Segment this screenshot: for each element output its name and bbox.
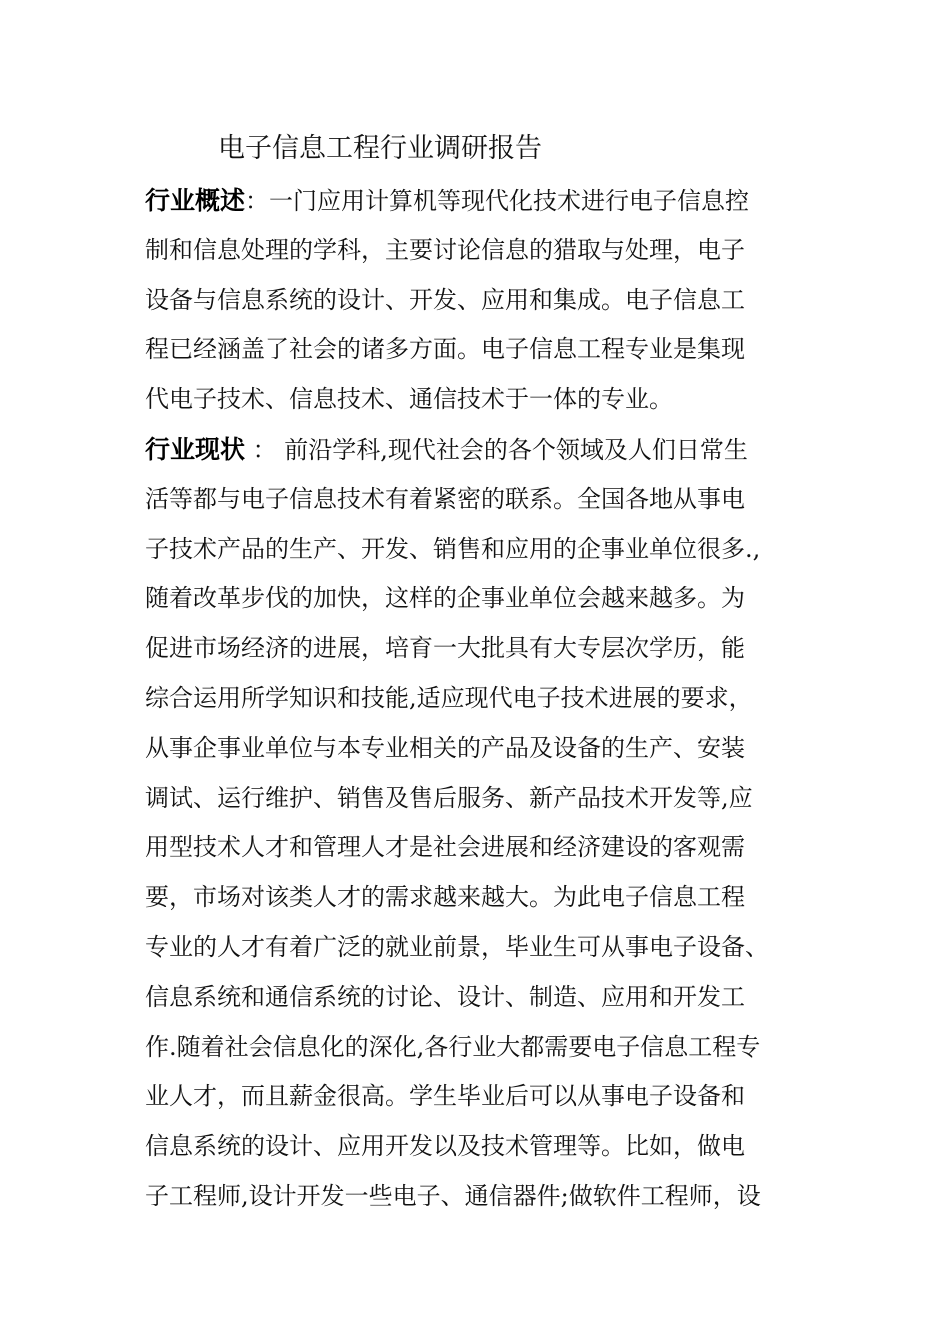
paragraph-line: 子工程师,设计开发一些电子、通信器件;做软件工程师，设 — [145, 1181, 761, 1210]
paragraph-line: 信息系统的设计、应用开发以及技术管理等。比如，做电 — [145, 1132, 745, 1161]
document-body — [145, 176, 805, 1222]
paragraph-line: 随着改革步伐的加快，这样的企事业单位会越来越多。为 — [145, 584, 745, 613]
section-overview-line — [145, 176, 805, 226]
paragraph-line: 设备与信息系统的设计、开发、应用和集成。电子信息工 — [145, 285, 745, 314]
paragraph-line: 业人才，而且薪金很高。学生毕业后可以从事电子设备和 — [145, 1082, 745, 1111]
document-title: 电子信息工程行业调研报告 — [218, 133, 542, 164]
paragraph-line: 制和信息处理的学科，主要讨论信息的猎取与处理，电子 — [145, 235, 745, 264]
paragraph-line: 促进市场经济的进展，培育一大批具有大专层次学历，能 — [145, 634, 745, 663]
paragraph-line: 调试、运行维护、销售及售后服务、新产品技术开发等,应 — [145, 783, 753, 812]
section-status-separator: ： — [245, 435, 277, 464]
section-overview-heading: 行业概述 — [145, 186, 246, 215]
paragraph-line: 前沿学科,现代社会的各个领域及人们日常生 — [276, 435, 748, 464]
paragraph-line: 程已经涵盖了社会的诸多方面。电子信息工程专业是集现 — [145, 335, 745, 364]
paragraph-line: 专业的人才有着广泛的就业前景，毕业生可从事电子设备、 — [145, 932, 769, 961]
paragraph-line: 一门应用计算机等现代化技术进行电子信息控 — [269, 187, 750, 215]
paragraph-line: 从事企事业单位与本专业相关的产品及设备的生产、安装 — [145, 733, 745, 762]
paragraph-line: 综合运用所学知识和技能,适应现代电子技术进展的要求， — [145, 683, 753, 712]
paragraph-line: 要，市场对该类人才的需求越来越大。为此电子信息工程 — [145, 883, 745, 912]
paragraph-line: 活等都与电子信息技术有着紧密的联系。全国各地从事电 — [145, 484, 745, 513]
paragraph-line: 代电子技术、信息技术、通信技术于一体的专业。 — [145, 385, 673, 414]
section-status-heading: 行业现状 — [145, 434, 246, 464]
paragraph-line: 用型技术人才和管理人才是社会进展和经济建设的客观需 — [145, 833, 745, 862]
section-overview-separator: ： — [245, 187, 270, 215]
paragraph-line: 子技术产品的生产、开发、销售和应用的企事业单位很多., — [145, 534, 761, 563]
section-status-line — [145, 425, 805, 475]
paragraph-line: 作.随着社会信息化的深化,各行业大都需要电子信息工程专 — [145, 1032, 761, 1061]
paragraph-line: 信息系统和通信系统的讨论、设计、制造、应用和开发工 — [145, 982, 745, 1011]
